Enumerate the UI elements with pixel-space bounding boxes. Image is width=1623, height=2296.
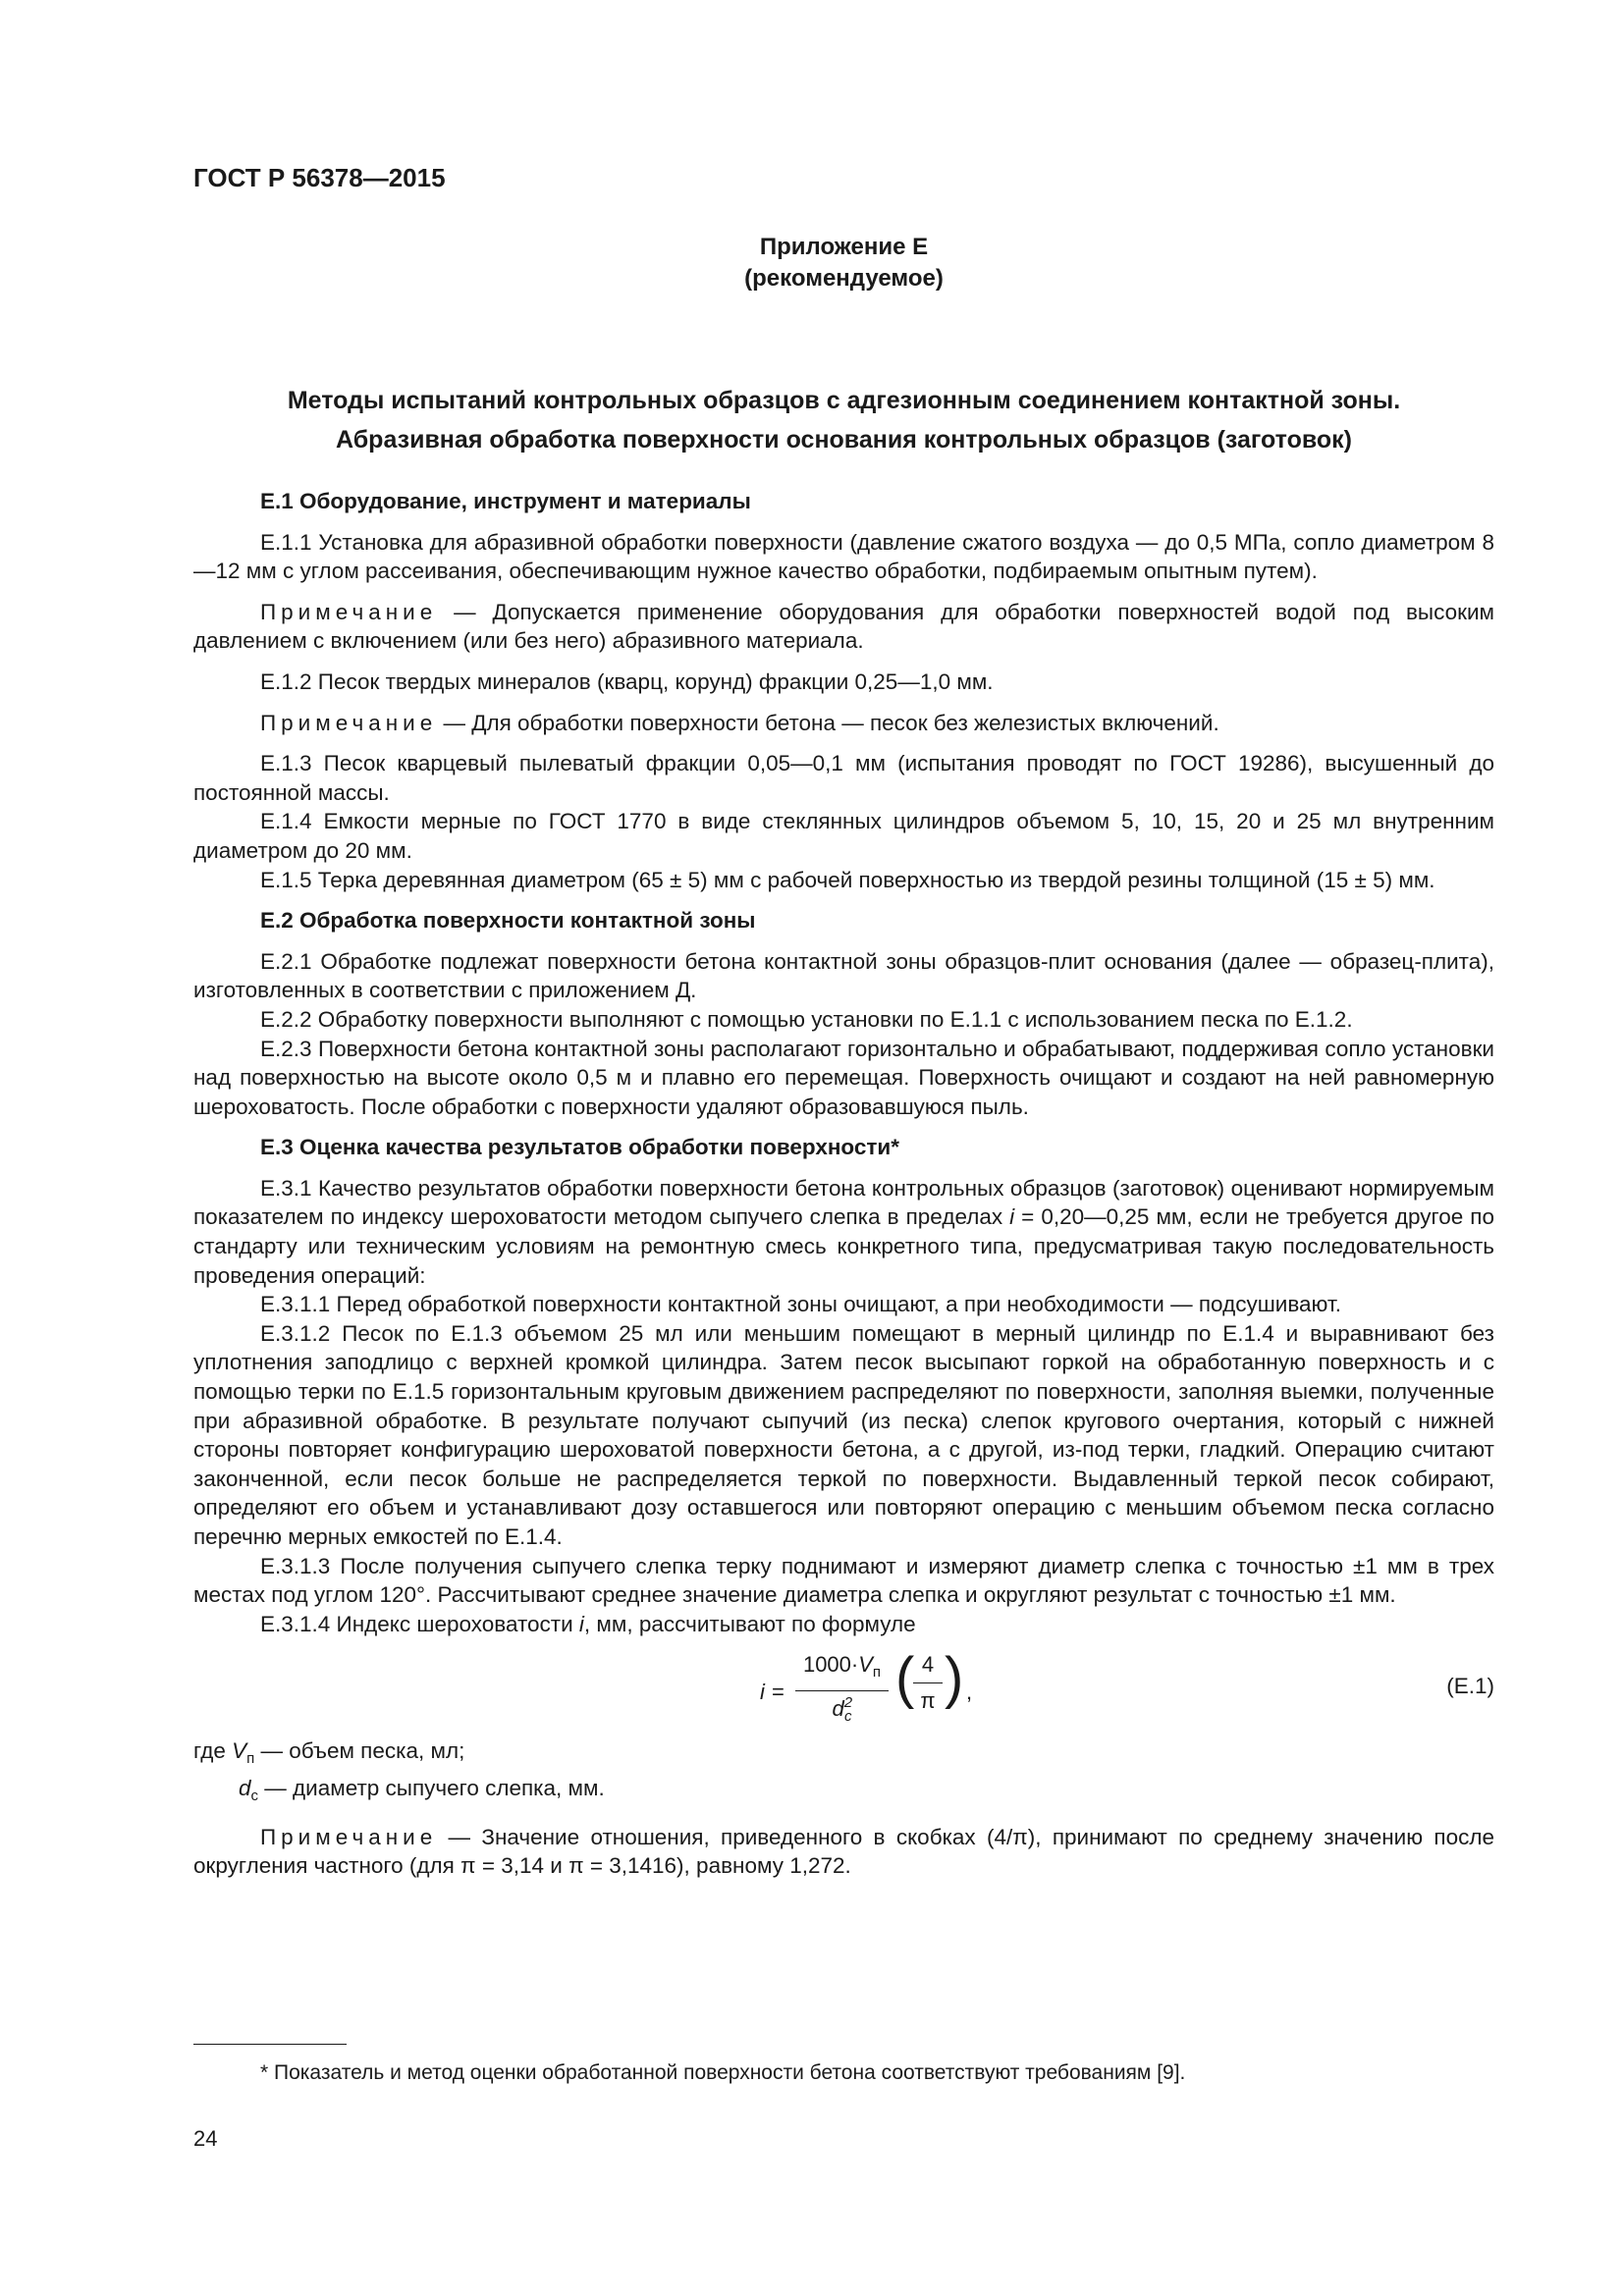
- where-var: V: [232, 1738, 247, 1764]
- text-run: = 0,20—0,25 мм, если не требуется другое по стандарту или техническим условиям на ремонтную смесь конкретного типа, предусматривая такую последовательность проведения операций:: [193, 1204, 1494, 1288]
- paragraph-e2-3: Е.2.3 Поверхности бетона контактной зоны располагают горизонтально и обрабатывают, поддерживая сопло установки над поверхностью на высоте около 0,5 м и плавно его перемещая. Поверхность очищают и создают на ней равномерную шероховатость. После обработки с поверхности удаляют образовавшуюся пыль.: [193, 1036, 1494, 1119]
- text-run: , мм, рассчитывают по формуле: [583, 1611, 916, 1636]
- note-text: — Значение отношения, приведенного в скобках (4/π), принимают по среднему значению после округления частного (для π = 3,14 и π = 3,1416), равному 1,272.: [193, 1824, 1494, 1879]
- note-text: — Допускается применение оборудования для обработки поверхностей водой под высоким давлением с включением (или без него) абразивного материала.: [193, 599, 1494, 654]
- paragraph-e3-1-3: Е.3.1.3 После получения сыпучего слепка терку поднимают и измеряют диаметр слепка с точностью ±1 мм в трех местах под углом 120°. Рассчитывают среднее значение диаметра слепка и округляют результат с точностью ±1 мм.: [193, 1553, 1494, 1608]
- paragraph-e1-5: Е.1.5 Терка деревянная диаметром (65 ± 5) мм с рабочей поверхностью из твердой резины толщиной (15 ± 5) мм.: [260, 867, 1435, 892]
- note-label: Примечание: [260, 1824, 438, 1849]
- text-run: Е.3.1.4 Индекс шероховатости: [260, 1611, 579, 1636]
- paragraph-e3-1-2: Е.3.1.2 Песок по Е.1.3 объемом 25 мл или меньшим помещают в мерный цилиндр по Е.1.4 и выравнивают без уплотнения заподлицо с верхней кромкой цилиндра. Затем песок высыпают горкой на обработанную поверхность и с помощью терки по Е.1.5 горизонтальным круговым движением распределяют по поверхности, заполняя выемки, полученные при абразивной обработке. В результате получают сыпучий (из песка) слепок кругового очертания, который с нижней стороны повторяет конфигурацию шероховатой поверхности бетона, а с другой, из-под терки, гладкий. Операцию считают законченной, если песок больше не распределяется теркой по поверхности. Выдавленный теркой песок собирают, определяют его объем и устанавливают дозу оставшегося или повторяют операцию с меньшим объемом песка согласно перечню мерных емкостей по Е.1.4.: [193, 1320, 1494, 1549]
- formula-equals: =: [772, 1680, 784, 1705]
- note-label: Примечание: [260, 710, 438, 735]
- fraction-denominator: [795, 1691, 889, 1732]
- pi-fraction-denominator: π: [920, 1687, 936, 1713]
- where-text: — диаметр сыпучего слепка, мм.: [258, 1775, 605, 1800]
- where-sub: с: [250, 1787, 259, 1804]
- main-title-line-1: Методы испытаний контрольных образцов с адгезионным соединением контактной зоны.: [287, 387, 1401, 414]
- note-e1-2: [193, 709, 1494, 738]
- variable-i: i: [578, 1611, 584, 1636]
- pi-fraction-numerator: 4: [913, 1650, 943, 1683]
- where-text: — объем песка, мл;: [254, 1738, 465, 1764]
- note-e3: [193, 1823, 1494, 1881]
- text-run: Е.3.1 Качество результатов обработки поверхности бетона контрольных образцов (заготовок) оценивают нормируемым показателем по индексу шероховатости методом сыпучего слепка в пределах: [193, 1175, 1494, 1230]
- numerator-var: V: [858, 1652, 873, 1678]
- formula-number: (Е.1): [1446, 1674, 1494, 1699]
- main-title-line-2: Абразивная обработка поверхности основания контрольных образцов (заготовок): [336, 426, 1352, 454]
- appendix-title: Приложение Е: [759, 234, 929, 260]
- formula-e1: [193, 1642, 1494, 1736]
- formula-fraction-main: [795, 1650, 889, 1731]
- note-text: — Для обработки поверхности бетона — песок без железистых включений.: [437, 710, 1219, 735]
- page-number: 24: [193, 2126, 218, 2151]
- paren-open: (: [895, 1646, 915, 1711]
- paragraph-e1-2: Е.1.2 Песок твердых минералов (кварц, корунд) фракции 0,25—1,0 мм.: [260, 668, 994, 694]
- note-e1-1: [193, 598, 1494, 656]
- where-line-2: [193, 1774, 1494, 1811]
- paragraph-e3-1: [193, 1174, 1494, 1290]
- paragraph-e1-3: Е.1.3 Песок кварцевый пылеватый фракции 0,05—0,1 мм (испытания проводят по ГОСТ 19286), высушенный до постоянной массы.: [193, 751, 1494, 805]
- where-prefix: где: [193, 1738, 233, 1764]
- fraction-numerator: [795, 1650, 889, 1691]
- numerator-coef: 1000·: [802, 1652, 859, 1678]
- paragraph-e2-2: Е.2.2 Обработку поверхности выполняют с помощью установки по Е.1.1 с использованием песка по Е.1.2.: [260, 1006, 1353, 1032]
- formula-fraction-pi: [913, 1650, 943, 1715]
- paragraph-e3-1-1: Е.3.1.1 Перед обработкой поверхности контактной зоны очищают, а при необходимости — подсушивают.: [260, 1292, 1341, 1317]
- formula-lhs: i: [760, 1680, 765, 1705]
- variable-i: i: [1009, 1204, 1015, 1230]
- paragraph-e1-4: Е.1.4 Емкости мерные по ГОСТ 1770 в виде стеклянных цилиндров объемом 5, 10, 15, 20 и 25 мл внутренним диаметром до 20 мм.: [193, 809, 1494, 863]
- where-sub: п: [246, 1750, 255, 1768]
- footnote-divider: [193, 2044, 347, 2045]
- document-id: ГОСТ Р 56378—2015: [193, 163, 446, 192]
- appendix-heading: [193, 232, 1494, 294]
- where-var: d: [239, 1775, 251, 1800]
- denominator-sup: 2: [843, 1693, 853, 1711]
- appendix-status: (рекомендуемое): [744, 265, 944, 292]
- numerator-sub: п: [872, 1664, 882, 1682]
- denominator-sub: с: [844, 1707, 852, 1725]
- section-heading-e2: Е.2 Обработка поверхности контактной зоны: [260, 908, 756, 934]
- denominator-var: d: [832, 1695, 844, 1721]
- paragraph-e3-1-4: [193, 1610, 1494, 1639]
- section-heading-e1: Е.1 Оборудование, инструмент и материалы: [260, 489, 751, 513]
- paragraph-e1-1: Е.1.1 Установка для абразивной обработки поверхности (давление сжатого воздуха — до 0,5 МПа, сопло диаметром 8—12 мм с углом рассеивания, обеспечивающим нужное качество обработки, подбираемым опытным путем).: [193, 529, 1494, 584]
- footnote: * Показатель и метод оценки обработанной поверхности бетона соответствуют требованиям [9].: [260, 2061, 1186, 2084]
- section-heading-e3: Е.3 Оценка качества результатов обработки поверхности*: [260, 1135, 899, 1160]
- formula-comma: ,: [966, 1680, 973, 1705]
- where-line-1: [193, 1736, 1494, 1774]
- paragraph-e2-1: Е.2.1 Обработке подлежат поверхности бетона контактной зоны образцов-плит основания (далее — образец-плита), изготовленных в соответствии с приложением Д.: [193, 948, 1494, 1003]
- note-label: Примечание: [260, 599, 438, 624]
- document-body: [193, 487, 1494, 1881]
- paren-close: ): [945, 1646, 964, 1711]
- appendix-main-title: [193, 381, 1494, 459]
